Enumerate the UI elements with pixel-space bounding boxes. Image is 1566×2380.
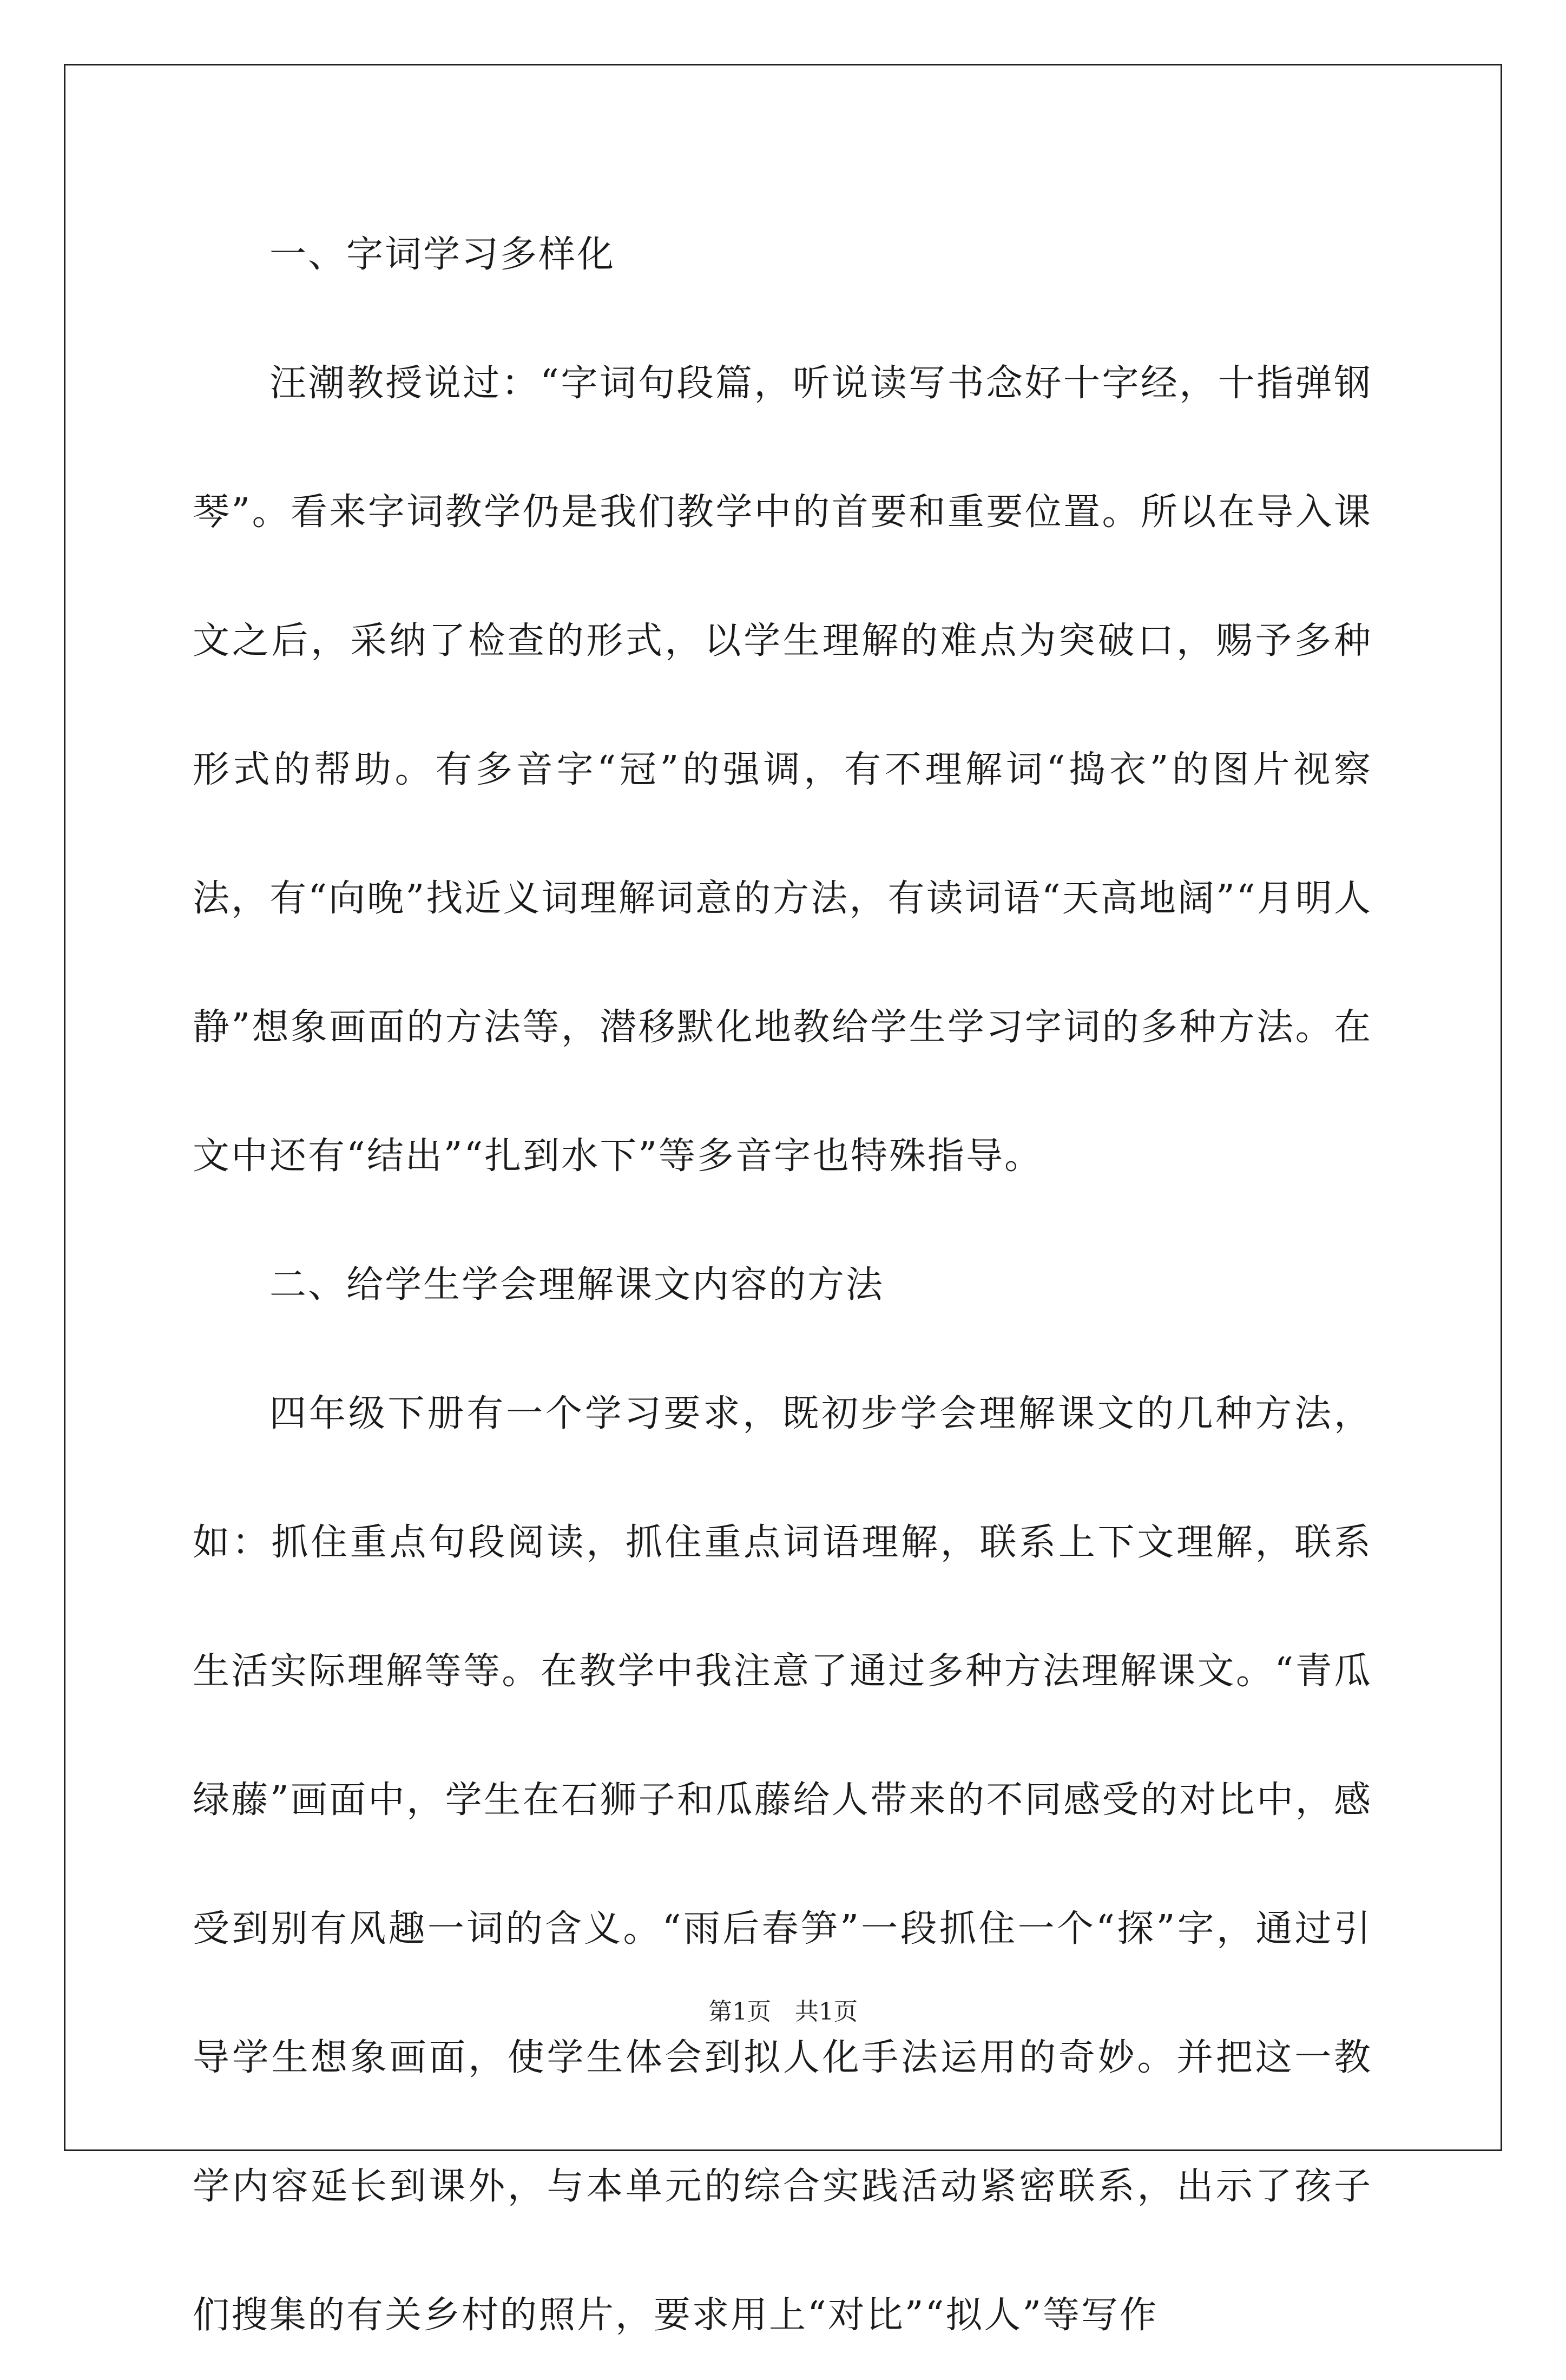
document-body — [193, 190, 1372, 2380]
page-footer — [0, 1996, 1566, 2028]
paragraph-2: 四年级下册有一个学习要求，既初步学会理解课文的几种方法，如：抓住重点句段阅读，抓住重点词语理解，联系上下文理解，联系生活实际理解等等。在教学中我注意了通过多种方法理解课文。“青瓜绿藤”画面中，学生在石狮子和瓜藤给人带来的不同感受的对比中，感受到别有风趣一词的含义。“雨后春笋”一段抓住一个“探”字，通过引导学生想象画面，使学生体会到拟人化手法运用的奇妙。并把这一教学内容延长到课外，与本单元的综合实践活动紧密联系，出示了孩子们搜集的有关乡村的照片，要求用上“对比”“拟人”等写作 — [193, 1392, 1372, 2337]
page-number-label: 第1页 共1页 — [708, 1998, 858, 2026]
section-heading-2: 二、给学生学会理解课文内容的方法 — [269, 1264, 885, 1306]
paragraph-1: 汪潮教授说过：“字词句段篇，听说读写书念好十字经，十指弹钢琴”。看来字词教学仍是我们教学中的首要和重要位置。所以在导入课文之后，采纳了检查的形式，以学生理解的难点为突破口，赐予多种形式的帮助。有多音字“冠”的强调，有不理解词“捣衣”的图片视察法，有“向晚”找近义词理解词意的方法，有读词语“天高地阔”“月明人静”想象画面的方法等，潜移默化地教给学生学习字词的多种方法。在文中还有“结出”“扎到水下”等多音字也特殊指导。 — [193, 362, 1372, 1178]
section-heading-1: 一、字词学习多样化 — [269, 233, 616, 276]
